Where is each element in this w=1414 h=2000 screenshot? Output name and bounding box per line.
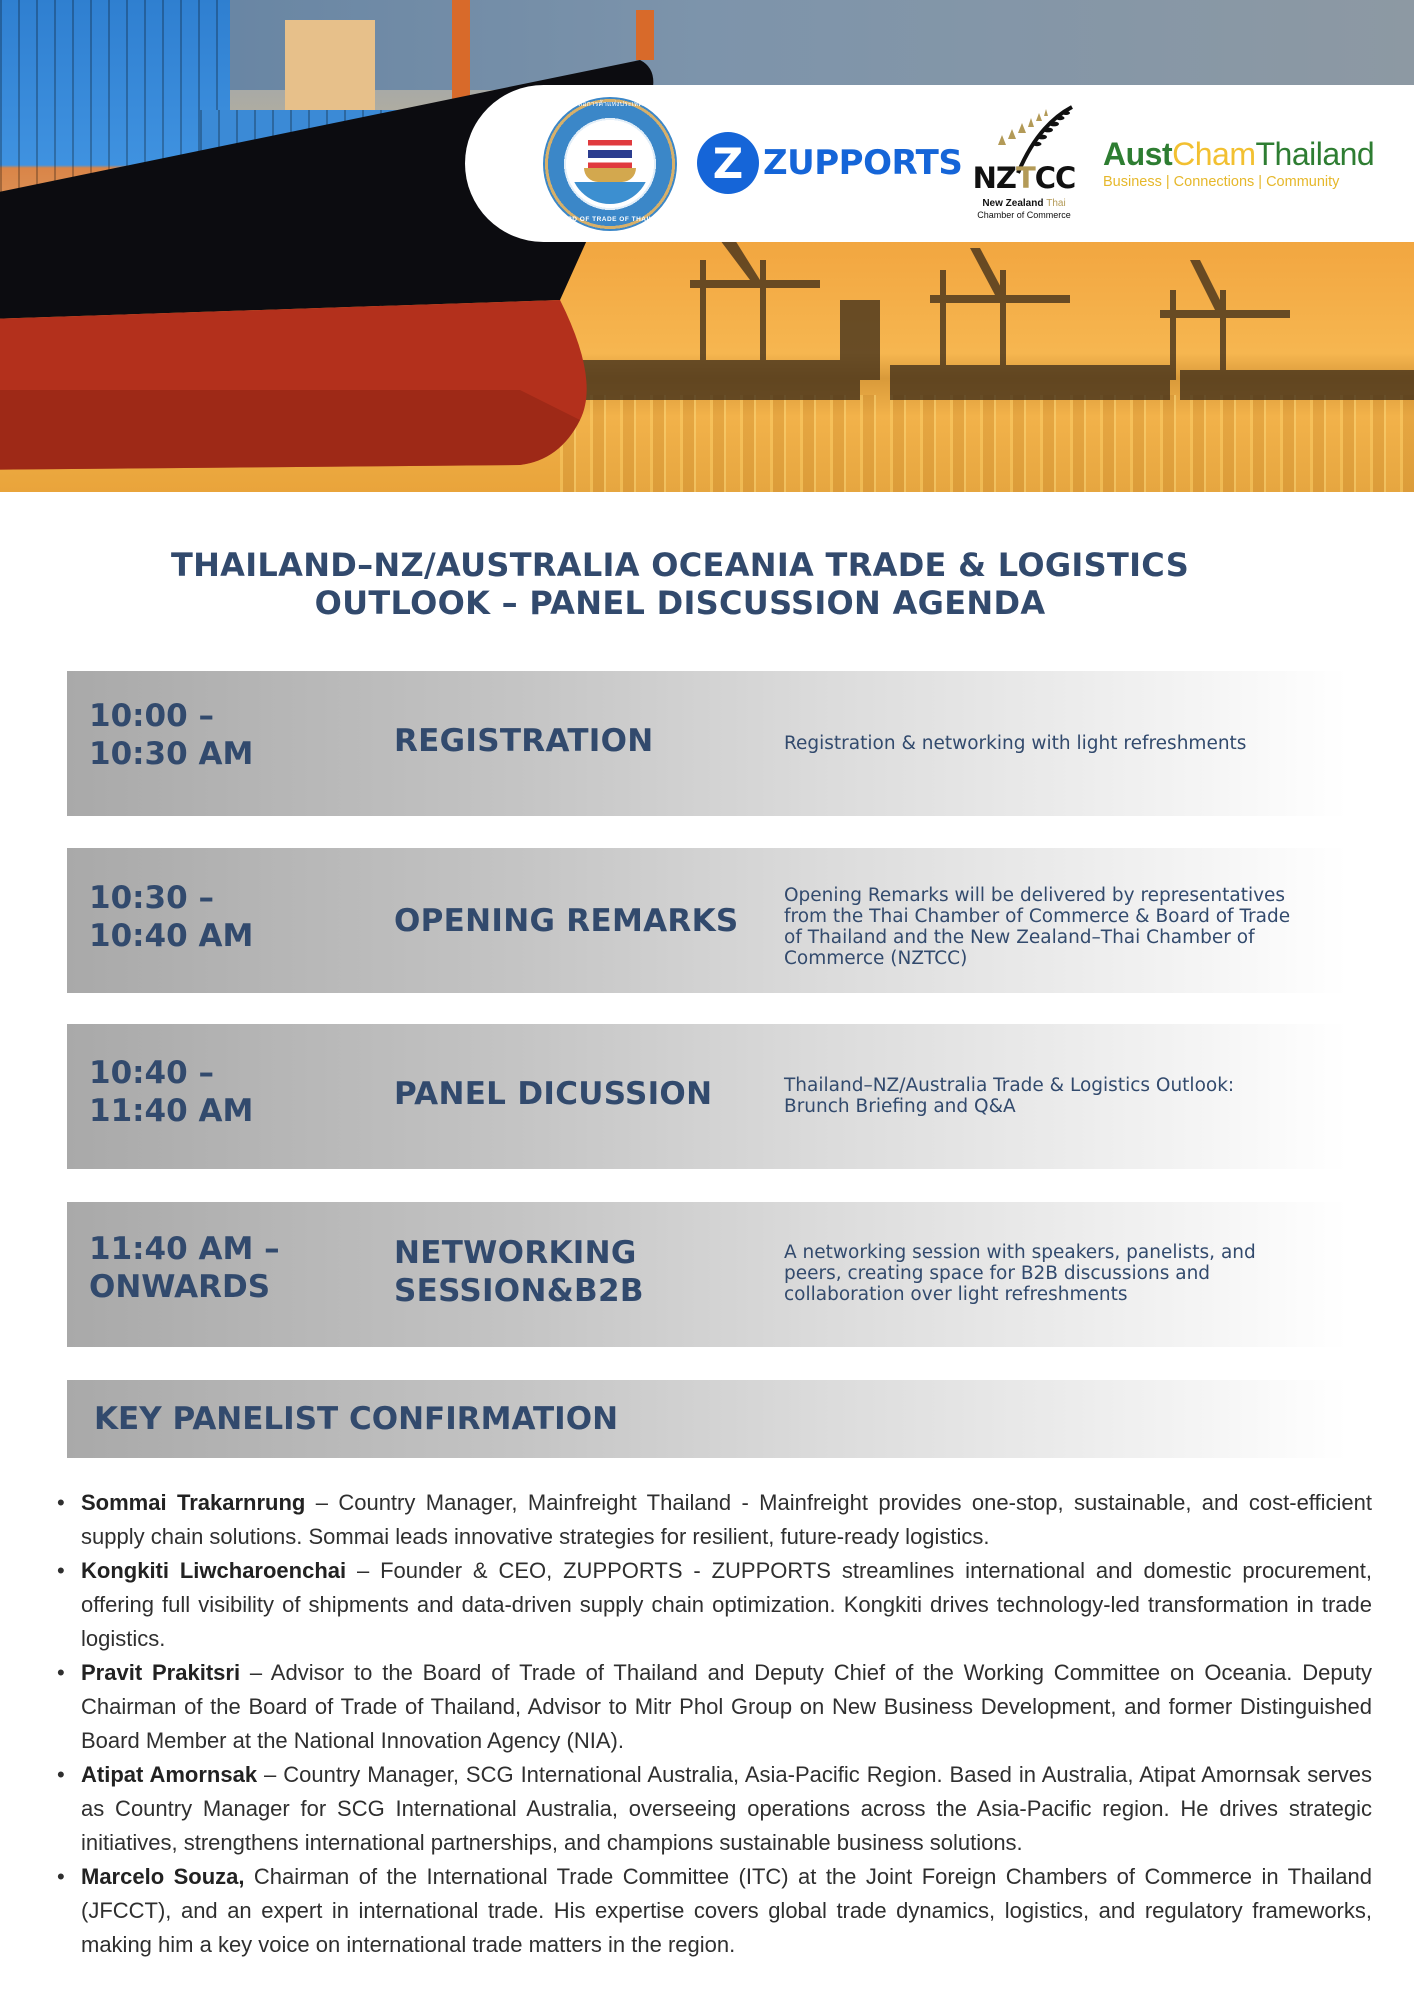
panelist-bio: – Country Manager, Mainfreight Thailand - Mainfreight provides one-stop, sustainable, and cost-efficient supply chain solutions. Sommai leads innovative strategies for resilient, future-ready logistics. (81, 1490, 1372, 1549)
zupports-z-icon: Z (697, 132, 759, 194)
agenda-time: 10:30 – 10:40 AM (89, 880, 254, 954)
agenda-session-title: REGISTRATION (394, 723, 654, 759)
panelist-item (81, 1656, 1372, 1758)
nztcc-name-line2: Chamber of Commerce (977, 210, 1071, 220)
agenda-row-opening-remarks (67, 848, 1347, 993)
panelist-bio: – Country Manager, SCG International Australia, Asia-Pacific Region. Based in Australia, Atipat Amornsak serves as Country Manager for SCG International Australia, overseeing operations across the Asia-Pacific region. He drives strategic initiatives, strengthens international partnerships, and champions sustainable business solutions. (81, 1762, 1373, 1855)
panelist-bio: – Advisor to the Board of Trade of Thailand and Deputy Chief of the Working Committee on Oceania. Deputy Chairman of the Board of Trade of Thailand, Advisor to Mitr Phol Group on New Business Development, and former Distinguished Board Member at the National Innovation Agency (NIA). (81, 1660, 1372, 1753)
seal-english-text: BOARD OF TRADE OF THAILAND (551, 216, 669, 223)
zupports-logo (697, 132, 962, 194)
page-title-line1: THAILAND–NZ/AUSTRALIA OCEANIA TRADE & LOGISTICS (170, 546, 1190, 584)
nztcc-name-line1: New Zealand Thai (982, 198, 1066, 209)
panelist-item (81, 1486, 1372, 1554)
panelist-item (81, 1554, 1372, 1656)
austcham-tagline: Business | Connections | Community (1103, 174, 1340, 190)
zupports-wordmark: ZUPPORTS (763, 143, 963, 183)
page-title-line2: OUTLOOK – PANEL DISCUSSION AGENDA (314, 584, 1046, 622)
page-title (0, 546, 1360, 622)
nztcc-abbreviation: NZTCC (972, 161, 1076, 195)
seal-thai-text: สภาหอการค้าแห่งประเทศไทย (564, 101, 656, 108)
panelist-list (81, 1486, 1372, 1962)
agenda-description: A networking session with speakers, panelists, and peers, creating space for B2B discussions and collaboration over light refreshments (784, 1242, 1256, 1305)
panelist-item (81, 1860, 1372, 1962)
board-of-trade-thailand-logo (543, 97, 677, 231)
hero-banner-image (0, 0, 1414, 492)
ship-emblem (570, 124, 650, 204)
panelist-name: Marcelo Souza, (81, 1864, 245, 1889)
key-panelist-section-header (67, 1380, 1347, 1458)
thai-flag-sail (588, 140, 632, 168)
agenda-session-title: PANEL DICUSSION (394, 1076, 713, 1112)
port-cranes-silhouette (560, 240, 1414, 400)
agenda-row-networking (67, 1202, 1347, 1347)
agenda-row-registration (67, 671, 1347, 816)
crane-mast (636, 10, 654, 60)
panelist-bio: – Founder & CEO, ZUPPORTS - ZUPPORTS streamlines international and domestic procurement, offering full visibility of shipments and data-driven supply chain optimization. Kongkiti drives technology-led transformation in trade logistics. (81, 1558, 1372, 1651)
agenda-time: 11:40 AM – ONWARDS (89, 1231, 280, 1305)
water-reflection (560, 395, 1414, 492)
agenda-time: 10:40 – 11:40 AM (89, 1055, 254, 1129)
panelist-name: Pravit Prakitsri (81, 1660, 241, 1685)
austcham-thailand-logo (1103, 136, 1374, 190)
agenda-session-title: OPENING REMARKS (394, 903, 739, 939)
agenda-row-panel-discussion (67, 1024, 1347, 1169)
ship-hull-emblem (584, 168, 636, 182)
panelist-bio: Chairman of the International Trade Committee (ITC) at the Joint Foreign Chambers of Commerce in Thailand (JFCCT), and an expert in international trade. His expertise covers global trade dynamics, logistics, and regulatory frameworks, making him a key voice on international trade matters in the region. (81, 1864, 1373, 1957)
nztcc-logo (968, 105, 1080, 225)
panelist-item (81, 1758, 1372, 1860)
agenda-description: Thailand–NZ/Australia Trade & Logistics Outlook: Brunch Briefing and Q&A (784, 1075, 1235, 1117)
sea-waves-emblem (570, 182, 650, 204)
panelist-name: Atipat Amornsak (81, 1762, 258, 1787)
panelist-name: Kongkiti Liwcharoenchai (81, 1558, 347, 1583)
agenda-session-title: NETWORKING SESSION&B2B (394, 1235, 644, 1309)
panelist-name: Sommai Trakarnrung (81, 1490, 306, 1515)
austcham-wordmark: AustChamThailand (1103, 136, 1375, 172)
agenda-description: Registration & networking with light refreshments (784, 733, 1247, 754)
agenda-time: 10:00 – 10:30 AM (89, 698, 254, 772)
agenda-description: Opening Remarks will be delivered by representatives from the Thai Chamber of Commerce & Board of Trade of Thailand and the New Zealand–Thai Chamber of Commerce (NZTCC) (784, 885, 1291, 969)
section-heading: KEY PANELIST CONFIRMATION (94, 1401, 619, 1437)
